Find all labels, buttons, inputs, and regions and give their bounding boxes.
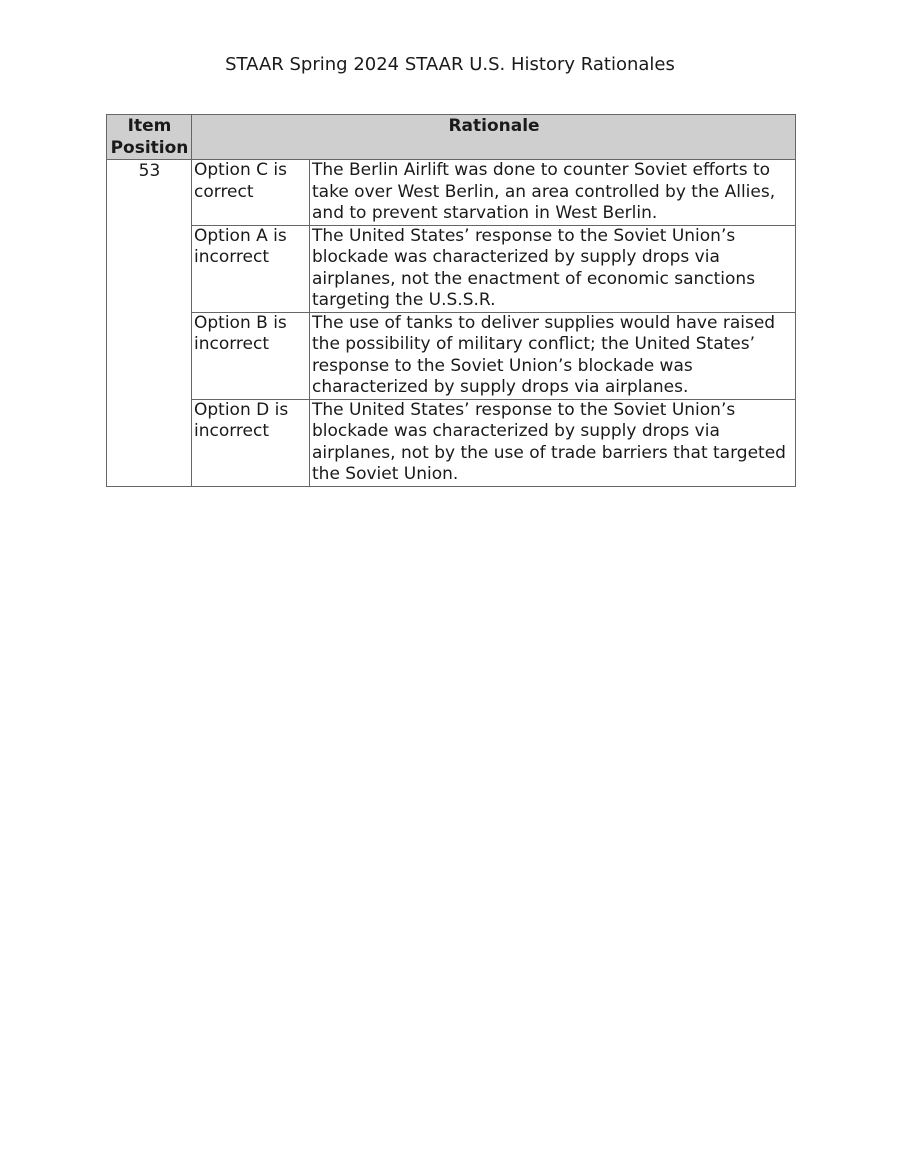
table-header-row	[107, 115, 796, 160]
option-cell: Option A is incorrect	[192, 225, 310, 312]
rationale-header: Rationale	[192, 115, 796, 160]
table-row	[107, 312, 796, 399]
option-cell: Option D is incorrect	[192, 399, 310, 486]
item-position-cell	[107, 160, 192, 487]
rationale-text-cell: The use of tanks to deliver supplies would have raised the possibility of military conflict; the United States’ response to the Soviet Union’s blockade was characterized by supply drops via airplanes.	[310, 312, 796, 399]
option-cell: Option C is correct	[192, 160, 310, 226]
item-position-header-line1: Item	[127, 116, 172, 136]
item-position-header-line2: Position	[110, 137, 189, 158]
rationale-text-cell: The Berlin Airlift was done to counter Soviet efforts to take over West Berlin, an area controlled by the Allies, and to prevent starvation in West Berlin.	[310, 160, 796, 226]
rationale-text-cell: The United States’ response to the Soviet Union’s blockade was characterized by supply drops via airplanes, not the enactment of economic sanctions targeting the U.S.S.R.	[310, 225, 796, 312]
table-row	[107, 225, 796, 312]
item-position-header	[107, 115, 192, 160]
table-row	[107, 160, 796, 226]
document-title: STAAR Spring 2024 STAAR U.S. History Rationales	[225, 54, 675, 75]
rationale-text-cell: The United States’ response to the Soviet Union’s blockade was characterized by supply drops via airplanes, not by the use of trade barriers that targeted the Soviet Union.	[310, 399, 796, 486]
item-position-value: 53	[138, 161, 161, 181]
option-cell: Option B is incorrect	[192, 312, 310, 399]
table-row	[107, 399, 796, 486]
rationale-table	[106, 114, 796, 487]
